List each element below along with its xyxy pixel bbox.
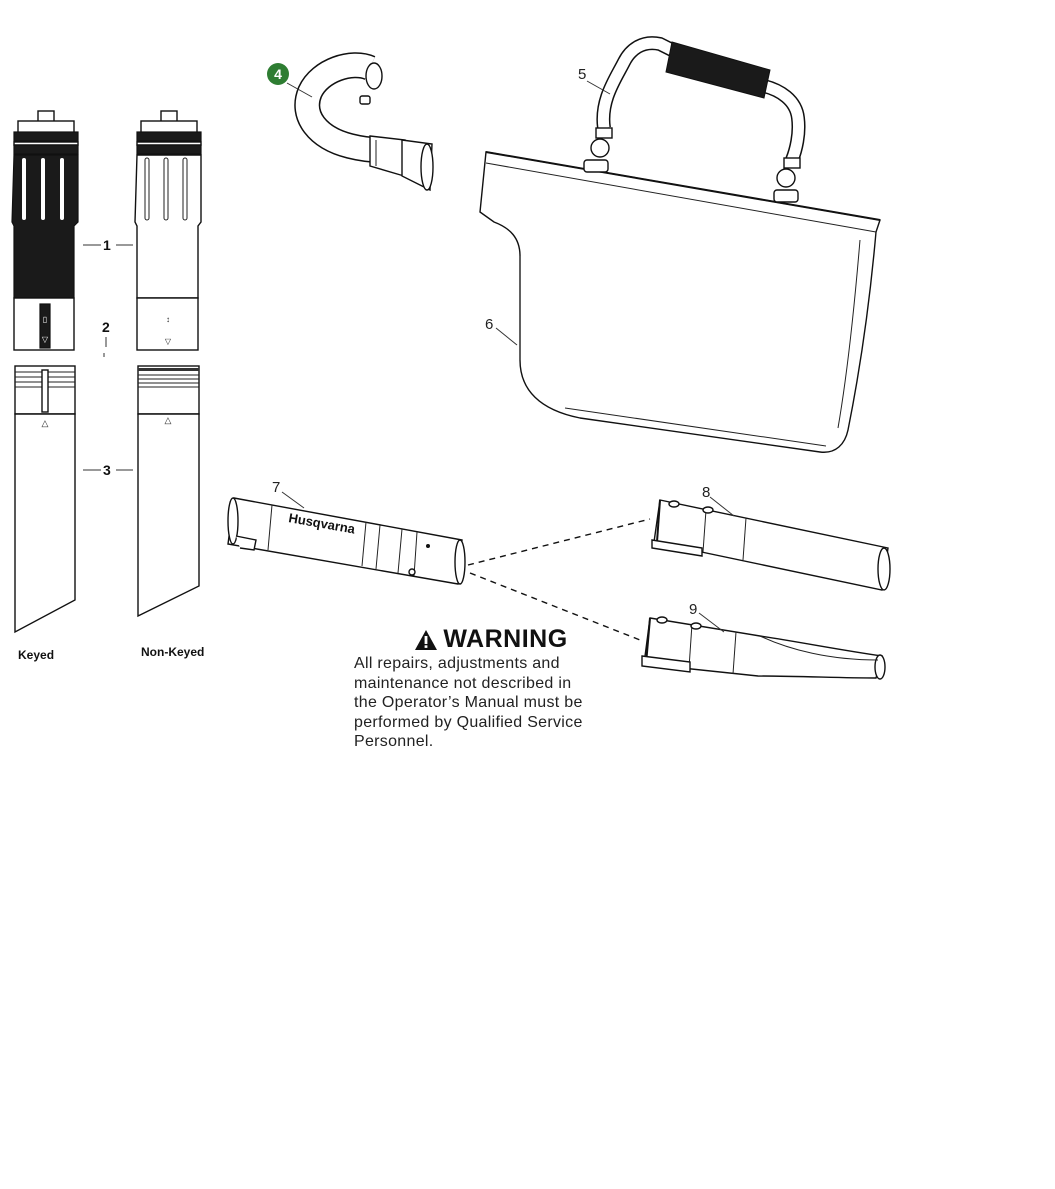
part-1-keyed-tube [12,111,78,350]
callout-8: 8 [702,484,711,501]
warning-line: Personnel. [354,733,434,751]
warning-triangle-icon [414,629,438,651]
connector-to-8 [468,519,650,565]
part-8-nozzle [652,500,890,590]
warning-line: the Operator’s Manual must be [354,694,583,712]
warning-line: All repairs, adjustments and [354,655,560,672]
callout-6: 6 [485,316,494,333]
callout-7: 7 [272,479,281,496]
label-non-keyed: Non-Keyed [141,645,205,659]
callout-5: 5 [578,66,587,83]
svg-text:▽: ▽ [164,337,172,346]
svg-text:△: △ [41,418,49,428]
brand-logo: Husqvarna [287,510,357,537]
label-keyed: Keyed [18,648,55,662]
svg-text:▽: ▽ [41,335,49,344]
part-3-non-keyed-tube [138,366,199,616]
part-6-bag [480,152,880,452]
part-3-keyed-tube [15,366,75,632]
part-9-nozzle [642,617,885,679]
warning-heading [358,625,624,654]
warning-line: performed by Qualified Service [354,713,583,731]
svg-text:△: △ [164,415,172,425]
part-4-elbow [307,63,433,190]
callout-3: 3 [103,462,111,478]
warning-body [354,654,624,752]
callout-2: 2 [102,319,110,335]
warning-line: maintenance not described in [354,674,572,692]
callout-4: 4 [274,66,282,82]
callout-1: 1 [103,237,111,253]
part-5-strap [591,42,800,187]
warning-block [354,625,624,752]
callout-9: 9 [689,601,698,618]
part-7-tube [228,498,465,584]
part-1-non-keyed-tube [135,111,201,350]
svg-text:↕: ↕ [166,315,170,324]
svg-text:▯: ▯ [42,315,48,324]
warning-title: WARNING [443,625,568,653]
